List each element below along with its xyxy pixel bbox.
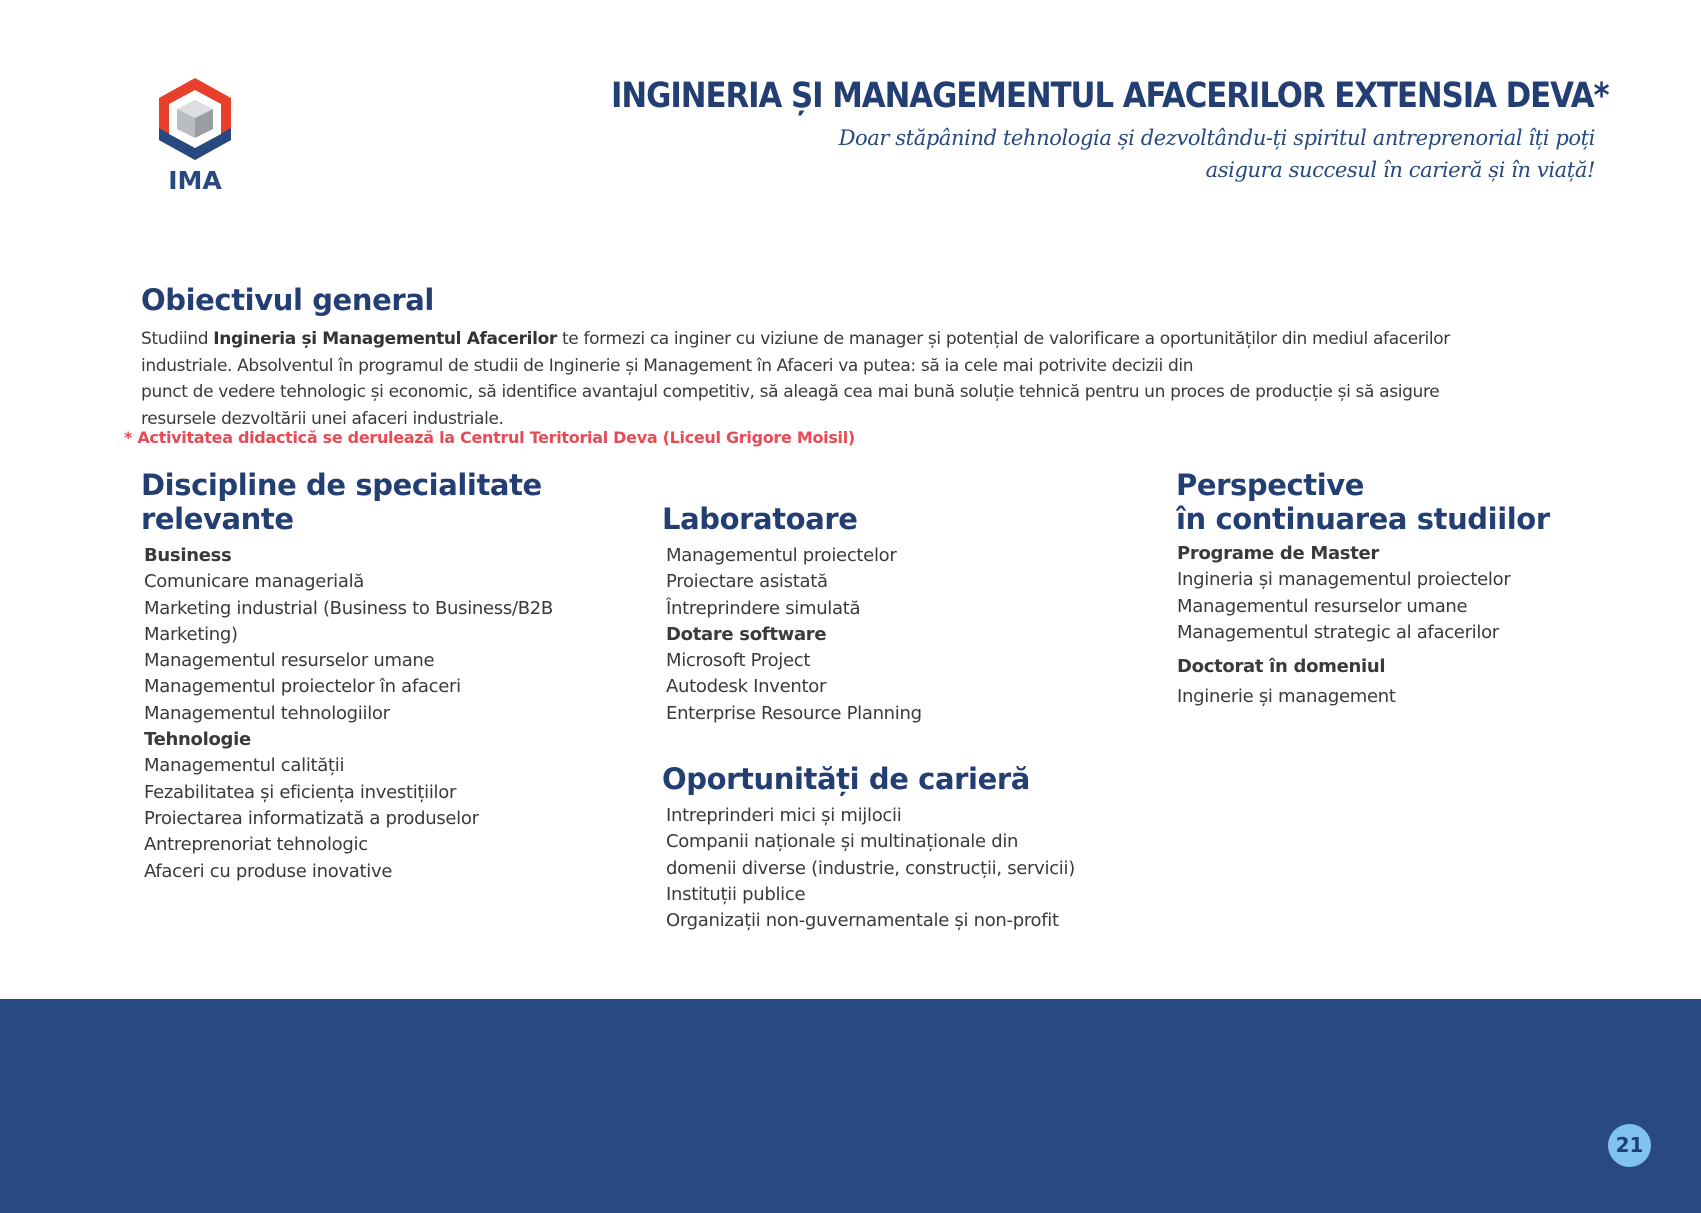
subsection-label: Doctorat în domeniul (1177, 656, 1386, 678)
subsection-label: Dotare software (666, 623, 827, 645)
heading-line: în continuarea studiilor (1176, 502, 1550, 536)
paragraph-line: resursele dezvoltării unei afaceri industriale. (141, 408, 504, 429)
list-item: domenii diverse (industrie, construcții, servicii) (666, 857, 1075, 879)
list-item: Instituții publice (666, 883, 806, 905)
location-note: * Activitatea didactică se derulează la Centrul Teritorial Deva (Liceul Grigore Moisil) (124, 428, 855, 447)
subsection-label: Programe de Master (1177, 543, 1379, 564)
page-title: INGINERIA ȘI MANAGEMENTUL AFACERILOR EXTENSIA DEVA* (611, 76, 1609, 116)
list-item: Managementul proiectelor (666, 545, 897, 566)
list-item: Managementul tehnologiilor (144, 702, 390, 724)
heading-line: relevante (141, 502, 294, 536)
disciplines-list (144, 543, 553, 885)
careers-list (666, 803, 1075, 934)
careers-heading: Oportunități de carieră (662, 762, 1030, 796)
intro-text: Studiind (141, 329, 214, 349)
line1-rest: te formezi ca inginer cu viziune de manager și potențial de valorificare a oportunităților din mediul afacerilor (556, 329, 1450, 349)
subtitle-line: Doar stăpânind tehnologia și dezvoltându-ți spiritul antreprenorial îți poți (838, 126, 1595, 150)
page-number-badge: 21 (1608, 1124, 1651, 1167)
objective-heading: Obiectivul general (141, 283, 434, 317)
labs-list (666, 543, 922, 727)
paragraph-line: punct de vedere tehnologic și economic, să identifice avantajul competitiv, să aleagă cea mai bună soluție tehnică pentru un proces de producție și să asigure (141, 382, 1440, 402)
perspectives-list (1177, 541, 1510, 711)
list-item: Fezabilitatea și eficiența investițiilor (144, 781, 457, 803)
list-item: Comunicare managerială (144, 571, 365, 593)
labs-heading: Laboratoare (662, 502, 858, 536)
perspectives-heading (1176, 468, 1550, 536)
heading-line: Perspective (1176, 468, 1365, 502)
list-item: Managementul proiectelor în afaceri (144, 676, 461, 698)
objective-paragraph (141, 326, 1581, 432)
cube-hexagon-icon (155, 78, 235, 160)
footer-band (0, 999, 1701, 1213)
subtitle-line: asigura succesul în carieră și în viață! (1205, 158, 1595, 182)
paragraph-line: industriale. Absolventul în programul de studii de Inginerie și Management în Afaceri va putea: să ia cele mai potrivite decizii din (141, 355, 1194, 376)
list-item: Managementul calității (144, 755, 345, 777)
disciplines-heading (141, 468, 542, 536)
subsection-label: Tehnologie (144, 729, 251, 751)
logo-text: IMA (168, 166, 222, 195)
list-item: Proiectarea informatizată a produselor (144, 807, 479, 829)
list-item: Marketing industrial (Business to Business/B2B (144, 597, 553, 619)
list-item: Managementul strategic al afacerilor (1177, 621, 1499, 643)
list-item: Ingineria și managementul proiectelor (1177, 569, 1511, 591)
list-item: Intreprinderi mici și mijlocii (666, 805, 902, 826)
list-item: Marketing) (144, 623, 238, 645)
page-subtitle (675, 122, 1595, 186)
list-item: Managementul resurselor umane (1177, 595, 1468, 617)
list-item: Afaceri cu produse inovative (144, 860, 393, 882)
subsection-label: Business (144, 545, 232, 566)
list-item: Managementul resurselor umane (144, 650, 435, 672)
program-name: Ingineria și Managementul Afacerilor (213, 329, 557, 349)
list-item: Companii naționale și multinaționale din (666, 831, 1019, 853)
paragraph-line (141, 326, 1581, 353)
list-item: Autodesk Inventor (666, 676, 827, 698)
list-item: Organizații non-guvernamentale și non-profit (666, 910, 1059, 932)
heading-line: Discipline de specialitate (141, 468, 542, 502)
list-item: Proiectare asistată (666, 571, 828, 593)
ima-logo (155, 78, 235, 198)
list-item: Inginerie și management (1177, 686, 1396, 708)
list-item: Enterprise Resource Planning (666, 702, 922, 724)
list-item: Microsoft Project (666, 650, 811, 672)
list-item: Antreprenoriat tehnologic (144, 834, 368, 856)
list-item: Întreprindere simulată (666, 597, 861, 619)
